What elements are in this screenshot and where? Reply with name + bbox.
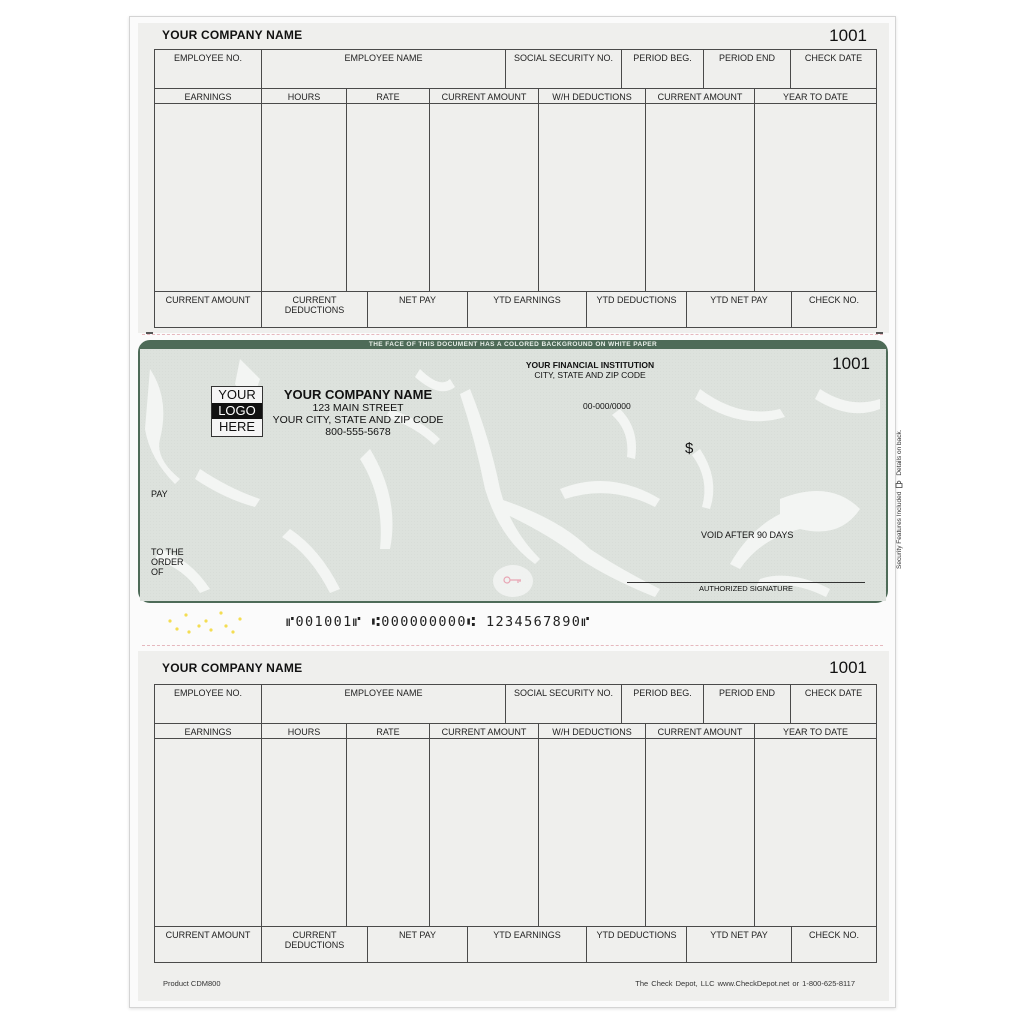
total-check-no: CHECK NO. bbox=[792, 927, 877, 963]
company-logo-placeholder bbox=[211, 386, 263, 437]
cell bbox=[155, 739, 262, 927]
cell bbox=[539, 104, 646, 292]
vendor-info: The Check Depot, LLC www.CheckDepot.net or 1-800-625-8117 bbox=[635, 979, 855, 988]
cell bbox=[430, 739, 539, 927]
cell bbox=[430, 104, 539, 292]
total-ytd-earnings: YTD EARNINGS bbox=[468, 927, 587, 963]
cell bbox=[755, 739, 877, 927]
earnings-table bbox=[154, 723, 877, 927]
cell bbox=[646, 739, 755, 927]
total-current-deductions: CURRENT DEDUCTIONS bbox=[262, 927, 368, 963]
header-employee-name: EMPLOYEE NAME bbox=[262, 50, 506, 89]
total-net-pay: NET PAY bbox=[368, 292, 468, 328]
bank-name: YOUR FINANCIAL INSTITUTION bbox=[525, 360, 655, 370]
col-rate: RATE bbox=[347, 89, 430, 104]
total-ytd-deductions: YTD DEDUCTIONS bbox=[587, 927, 687, 963]
cell bbox=[646, 104, 755, 292]
total-ytd-deductions: YTD DEDUCTIONS bbox=[587, 292, 687, 328]
stub-check-number: 1001 bbox=[829, 26, 867, 45]
micr-line: ⑈001001⑈ ⑆000000000⑆ 1234567890⑈ bbox=[286, 614, 591, 630]
total-check-no: CHECK NO. bbox=[792, 292, 877, 328]
payer-company-name: YOUR COMPANY NAME bbox=[283, 387, 433, 402]
header-employee-no: EMPLOYEE NO. bbox=[155, 50, 262, 89]
payer-phone: 800-555-5678 bbox=[325, 426, 391, 438]
payer-city: YOUR CITY, STATE AND ZIP CODE bbox=[272, 414, 444, 426]
payer-address-block bbox=[268, 388, 448, 438]
employee-info-table bbox=[154, 684, 877, 724]
header-period-beg: PERIOD BEG. bbox=[622, 685, 704, 724]
void-notice: VOID AFTER 90 DAYS bbox=[701, 530, 794, 540]
total-net-pay: NET PAY bbox=[368, 927, 468, 963]
total-current-deductions: CURRENT DEDUCTIONS bbox=[262, 292, 368, 328]
security-features-text: Security Features Included bbox=[895, 491, 903, 569]
cell bbox=[755, 104, 877, 292]
totals-table bbox=[154, 926, 877, 963]
check-sheet bbox=[129, 16, 903, 1008]
amount-dollar-sign: $ bbox=[685, 440, 694, 457]
check-number: 1001 bbox=[832, 354, 870, 373]
cell bbox=[347, 104, 430, 292]
heat-sensitive-stamp bbox=[491, 563, 535, 599]
total-ytd-net-pay: YTD NET PAY bbox=[687, 927, 792, 963]
cell bbox=[262, 739, 347, 927]
col-earnings: EARNINGS bbox=[155, 89, 262, 104]
cell bbox=[262, 104, 347, 292]
pay-to-order-label bbox=[151, 547, 184, 577]
stub-company-name: YOUR COMPANY NAME bbox=[162, 661, 303, 675]
col-current-amount: CURRENT AMOUNT bbox=[430, 724, 539, 739]
header-ssn: SOCIAL SECURITY NO. bbox=[506, 685, 622, 724]
earnings-table bbox=[154, 88, 877, 292]
col-rate: RATE bbox=[347, 724, 430, 739]
perforation-line bbox=[142, 645, 883, 646]
stub-company-name: YOUR COMPANY NAME bbox=[162, 28, 303, 42]
header-employee-no: EMPLOYEE NO. bbox=[155, 685, 262, 724]
product-code: Product CDM800 bbox=[163, 979, 221, 988]
total-ytd-net-pay: YTD NET PAY bbox=[687, 292, 792, 328]
perforation-tick bbox=[146, 332, 153, 334]
signature-line bbox=[627, 582, 865, 583]
security-details-text: Details on back. bbox=[895, 429, 903, 476]
stub-check-number: 1001 bbox=[829, 658, 867, 677]
header-period-beg: PERIOD BEG. bbox=[622, 50, 704, 89]
padlock-icon bbox=[895, 480, 903, 488]
security-banner: THE FACE OF THIS DOCUMENT HAS A COLORED BACKGROUND ON WHITE PAPER bbox=[368, 341, 658, 348]
col-wh-deductions: W/H DEDUCTIONS bbox=[539, 89, 646, 104]
header-period-end: PERIOD END bbox=[704, 50, 791, 89]
payer-street: 123 MAIN STREET bbox=[312, 402, 404, 414]
totals-table bbox=[154, 291, 877, 328]
bank-info-block bbox=[520, 360, 660, 380]
total-current-amount: CURRENT AMOUNT bbox=[155, 292, 262, 328]
header-check-date: CHECK DATE bbox=[791, 50, 877, 89]
col-earnings: EARNINGS bbox=[155, 724, 262, 739]
check-face bbox=[138, 340, 903, 603]
col-year-to-date: YEAR TO DATE bbox=[755, 724, 877, 739]
perforation-line bbox=[142, 334, 883, 335]
bank-city: CITY, STATE AND ZIP CODE bbox=[534, 370, 646, 380]
bottom-pay-stub bbox=[138, 651, 889, 1001]
logo-text-line: HERE bbox=[218, 419, 256, 434]
order-label-line: ORDER bbox=[151, 557, 184, 567]
header-ssn: SOCIAL SECURITY NO. bbox=[506, 50, 622, 89]
signature-label: AUTHORIZED SIGNATURE bbox=[698, 584, 794, 593]
cell bbox=[155, 104, 262, 292]
total-current-amount: CURRENT AMOUNT bbox=[155, 927, 262, 963]
col-current-amount: CURRENT AMOUNT bbox=[430, 89, 539, 104]
col-hours: HOURS bbox=[262, 89, 347, 104]
col-deduction-current-amount: CURRENT AMOUNT bbox=[646, 724, 755, 739]
order-label-line: TO THE bbox=[151, 547, 184, 557]
logo-text-line: LOGO bbox=[212, 403, 262, 419]
col-deduction-current-amount: CURRENT AMOUNT bbox=[646, 89, 755, 104]
cell bbox=[539, 739, 646, 927]
key-icon bbox=[503, 576, 523, 584]
order-label-line: OF bbox=[151, 567, 164, 577]
employee-info-table bbox=[154, 49, 877, 89]
logo-text-line: YOUR bbox=[218, 387, 256, 402]
top-pay-stub bbox=[138, 23, 889, 333]
col-hours: HOURS bbox=[262, 724, 347, 739]
perforation-tick bbox=[876, 332, 883, 334]
total-ytd-earnings: YTD EARNINGS bbox=[468, 292, 587, 328]
col-wh-deductions: W/H DEDUCTIONS bbox=[539, 724, 646, 739]
security-dots bbox=[160, 609, 240, 634]
routing-fraction: 00-000/0000 bbox=[583, 401, 631, 411]
col-year-to-date: YEAR TO DATE bbox=[755, 89, 877, 104]
header-employee-name: EMPLOYEE NAME bbox=[262, 685, 506, 724]
header-period-end: PERIOD END bbox=[704, 685, 791, 724]
cell bbox=[347, 739, 430, 927]
header-check-date: CHECK DATE bbox=[791, 685, 877, 724]
security-features-strip bbox=[883, 409, 903, 569]
pay-label: PAY bbox=[151, 489, 168, 499]
